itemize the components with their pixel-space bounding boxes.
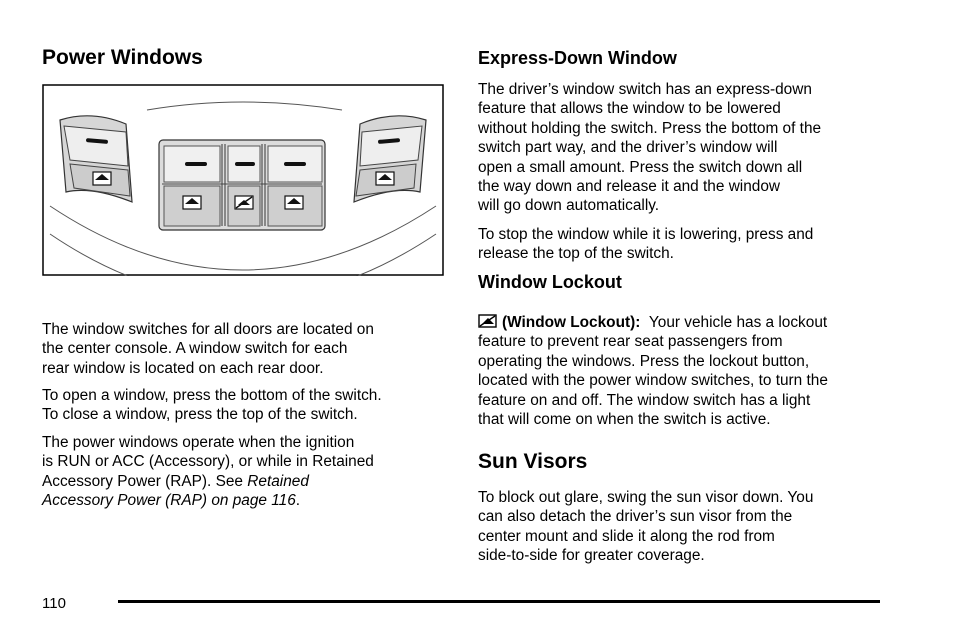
paragraph-ignition: The power windows operate when the ignition is RUN or ACC (Accessory), or while in Retained Accessory Power (RAP). See Retained Accessory Power (RAP) on page 116.	[42, 434, 374, 510]
window-lockout-heading: Window Lockout	[478, 272, 622, 292]
paragraph-open-close: To open a window, press the bottom of the switch. To close a window, press the top of the switch.	[42, 387, 382, 424]
passenger-window-switch[interactable]	[354, 116, 426, 202]
rap-link[interactable]: Retained	[247, 472, 309, 490]
power-windows-heading: Power Windows	[42, 46, 203, 69]
center-switch-cluster	[159, 140, 325, 230]
window-lockout-icon	[478, 313, 498, 329]
paragraph-stop-window: To stop the window while it is lowering, press and release the top of the switch.	[478, 226, 814, 263]
lockout-switch-icon	[235, 196, 253, 209]
paragraph-sun-visors: To block out glare, swing the sun visor down. You can also detach the driver’s sun visor from the center mount and slide it along the rod from side-to-side for greater coverage.	[478, 489, 814, 565]
lockout-label: (Window Lockout):	[502, 314, 641, 331]
footer-rule	[118, 600, 880, 603]
left-rear-switch-icon	[183, 196, 201, 209]
right-rear-switch-icon	[285, 196, 303, 209]
express-down-heading: Express-Down Window	[478, 48, 677, 68]
paragraph-express-down: The driver’s window switch has an express-down feature that allows the window to be lowered without holding the switch. Press the bottom of the switch part way, and the driver’s window will open a small amount. Press the switch down all the way down and release it and the window will go down automatically.	[478, 81, 822, 215]
driver-window-switch[interactable]	[60, 116, 132, 202]
paragraph-switch-location: The window switches for all doors are located on the center console. A window switch for each rear window is located on each rear door.	[42, 321, 374, 377]
paragraph-window-lockout: (Window Lockout): Your vehicle has a lockout feature to prevent rear seat passengers from operating the windows. Press the lockout button, located with the power window switches, to turn the feature on and off. The window switch has a light that will come on when the switch is active.	[478, 314, 828, 429]
power-window-switches-illustration	[42, 84, 444, 276]
sun-visors-heading: Sun Visors	[478, 450, 588, 473]
page-number: 110	[42, 595, 66, 612]
rap-link-page[interactable]: Accessory Power (RAP) on page 116	[42, 492, 296, 510]
